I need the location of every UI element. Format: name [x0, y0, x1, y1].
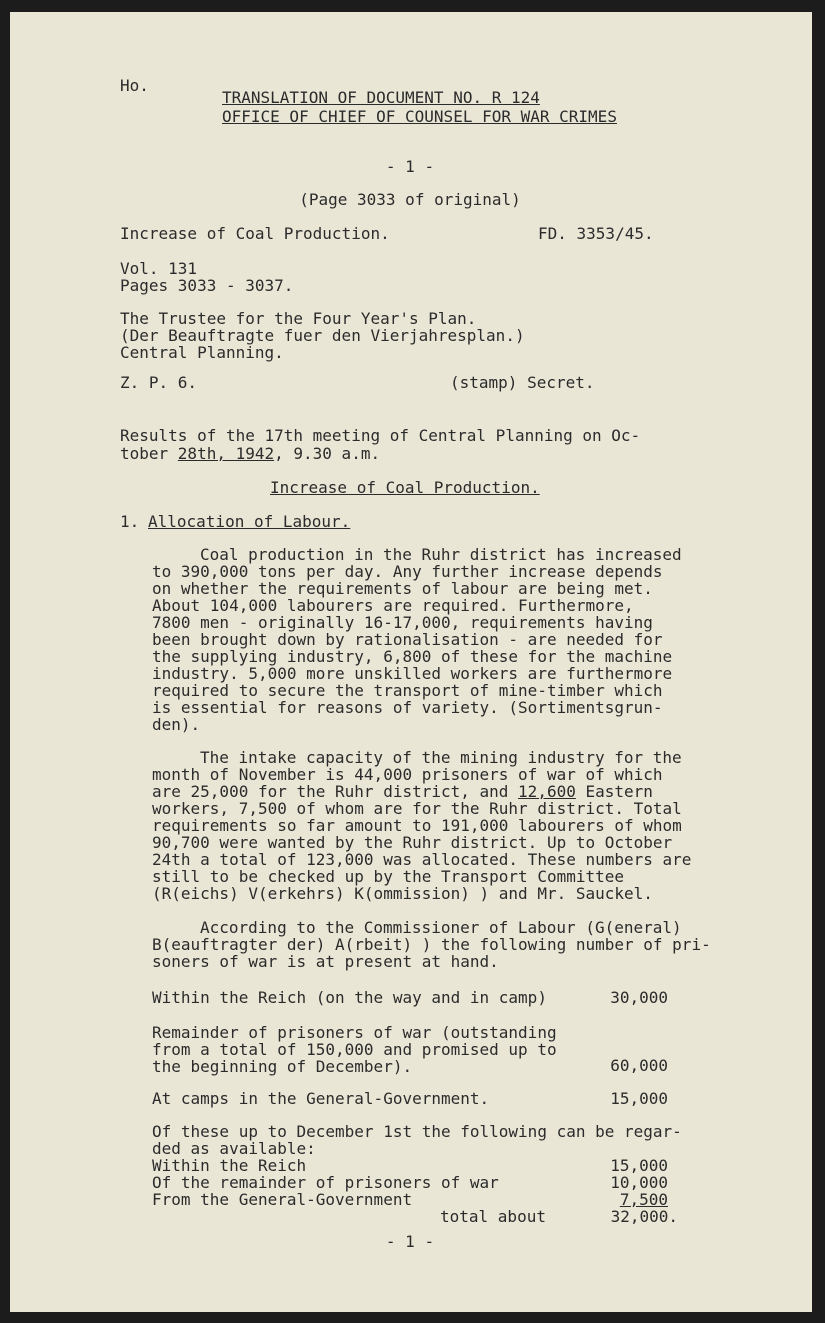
ho-mark: Ho. [120, 76, 149, 95]
total-label: total about [440, 1207, 546, 1226]
results-line-2-post: , 9.30 a.m. [274, 444, 381, 463]
total-value: 32,000. [610, 1207, 678, 1226]
volume-line: Vol. 131 [120, 259, 198, 278]
page-number-bottom: - 1 - [385, 1232, 435, 1251]
p1-line-6: been brought down by rationalisation - are needed for [152, 630, 663, 649]
p2-line-8: still to be checked up by the Transport Committee [152, 867, 625, 886]
trustee-line-1: The Trustee for the Four Year's Plan. [120, 309, 477, 328]
p2-line-4: workers, 7,500 of whom are for the Ruhr district. Total [152, 799, 682, 818]
table2-row-3-value: 7,500 [619, 1190, 668, 1209]
title-line-2: OFFICE OF CHIEF OF COUNSEL FOR WAR CRIMES [222, 107, 617, 126]
p1-line-9: required to secure the transport of mine-timber which [152, 681, 663, 700]
p1-line-10: is essential for reasons of variety. (Sortimentsgrun- [152, 698, 663, 717]
subject-line: Increase of Coal Production. [120, 224, 390, 243]
p1-line-4: About 104,000 labourers are required. Furthermore, [152, 596, 634, 615]
results-line-2-pre: tober [120, 444, 178, 463]
p2-line-2: month of November is 44,000 prisoners of war of which [152, 765, 663, 784]
table1-row-3-value: 15,000 [610, 1089, 668, 1108]
p1-line-1: Coal production in the Ruhr district has increased [200, 545, 682, 564]
page-number-top: - 1 - [385, 157, 435, 176]
section-heading: Increase of Coal Production. [270, 478, 540, 497]
p2-line-3-post: Eastern [575, 782, 653, 801]
p2-line-3-pre: are 25,000 for the Ruhr district, and [152, 782, 519, 801]
fd-number: FD. 3353/45. [538, 224, 654, 243]
results-line-1: Results of the 17th meeting of Central Planning on Oc- [120, 426, 641, 445]
p1-line-2: to 390,000 tons per day. Any further increase depends [152, 562, 663, 581]
p2-line-5: requirements so far amount to 191,000 labourers of whom [152, 816, 682, 835]
p1-line-11: den). [152, 715, 201, 734]
p3-line-3: soners of war is at present at hand. [152, 952, 499, 971]
secret-stamp: (stamp) Secret. [450, 373, 595, 392]
table1-row-2-label: Remainder of prisoners of war (outstanding from a total of 150,000 and promised up to the beginning of December). [152, 1023, 557, 1076]
p1-line-7: the supplying industry, 6,800 of these for the machine [152, 647, 673, 666]
table1-row-2-value: 60,000 [610, 1056, 668, 1075]
item-1-title: Allocation of Labour. [148, 512, 351, 531]
table2-row-2-value: 10,000 [610, 1173, 668, 1192]
p2-line-3 [152, 784, 653, 800]
p1-line-3: on whether the requirements of labour are being met. [152, 579, 653, 598]
p2-line-7: 24th a total of 123,000 was allocated. These numbers are [152, 850, 692, 869]
table1-row-1-label: Within the Reich (on the way and in camp) [152, 988, 547, 1007]
p2-line-6: 90,700 were wanted by the Ruhr district. Up to October [152, 833, 673, 852]
table2-row-1-value: 15,000 [610, 1156, 668, 1175]
table2-row-3-label: From the General-Government [152, 1190, 413, 1209]
trustee-line-3: Central Planning. [120, 343, 284, 362]
title-line-1: TRANSLATION OF DOCUMENT NO. R 124 [222, 88, 540, 107]
table1-row-1-value: 30,000 [610, 988, 668, 1007]
p2-line-1: The intake capacity of the mining industry for the [200, 748, 682, 767]
pages-line: Pages 3033 - 3037. [120, 276, 294, 295]
table1-row-3-label: At camps in the General-Government. [152, 1089, 490, 1108]
p1-line-5: 7800 men - originally 16-17,000, requirements having [152, 613, 653, 632]
p2-line-9: (R(eichs) V(erkehrs) K(ommission) ) and Mr. Sauckel. [152, 884, 653, 903]
trustee-line-2: (Der Beauftragte fuer den Vierjahresplan.) [120, 326, 525, 345]
table2-row-2-label: Of the remainder of prisoners of war [152, 1173, 499, 1192]
table2-row-1-label: Within the Reich [152, 1156, 307, 1175]
eastern-workers-count: 12,600 [518, 782, 576, 801]
p1-line-8: industry. 5,000 more unskilled workers are furthermore [152, 664, 673, 683]
p3-line-1: According to the Commissioner of Labour (G(eneral) [200, 918, 682, 937]
p3-line-2: B(eauftragter der) A(rbeit) ) the following number of pri- [152, 935, 711, 954]
reference-code: Z. P. 6. [120, 373, 198, 392]
page-reference: (Page 3033 of original) [299, 190, 521, 209]
meeting-date: 28th, 1942 [177, 444, 275, 463]
item-1-number: 1. [120, 512, 140, 531]
p4-line-2: ded as available: [152, 1139, 316, 1158]
document-page [10, 12, 812, 1312]
p4-line-1: Of these up to December 1st the following can be regar- [152, 1122, 682, 1141]
results-line-2 [120, 446, 380, 462]
